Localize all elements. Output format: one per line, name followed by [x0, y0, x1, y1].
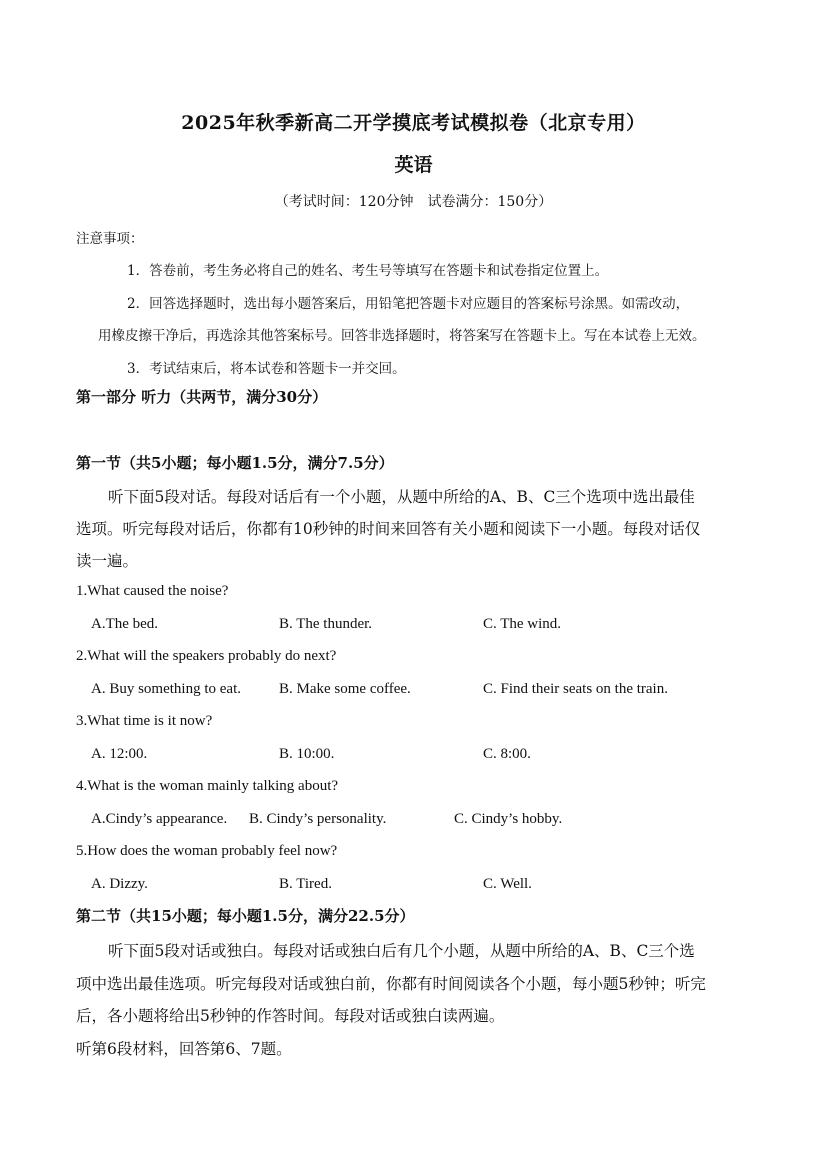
option-b: B. Make some coffee.	[279, 681, 411, 697]
option-a: A. 12:00.	[91, 746, 148, 762]
material-note: 听第6段材料，回答第6、7题。	[76, 1040, 292, 1058]
section-one-heading: 第一节（共5小题；每小题1.5分，满分7.5分）	[76, 454, 394, 472]
notes-item-2-line-1: 2．回答选择题时，选出每小题答案后，用铅笔把答题卡对应题目的答案标号涂黑。如需改动，	[127, 296, 690, 312]
section-two-instructions-line-2: 项中选出最佳选项。听完每段对话或独白前，你都有时间阅读各个小题，每小题5秒钟；听完	[76, 975, 706, 993]
notes-item-2-line-2: 用橡皮擦干净后，再选涂其他答案标号。回答非选择题时，将答案写在答题卡上。写在本试卷上无效。	[98, 328, 706, 344]
section-two-heading: 第二节（共15小题；每小题1.5分，满分22.5分）	[76, 907, 415, 925]
question-stem: 1.What caused the noise?	[76, 583, 229, 599]
question-stem: 2.What will the speakers probably do next?	[76, 648, 337, 664]
exam-title: 2025年秋季新高二开学摸底考试模拟卷（北京专用）	[181, 112, 646, 134]
section-one-instructions-line-1: 听下面5段对话。每段对话后有一个小题，从题中所给的A、B、C三个选项中选出最佳	[108, 488, 695, 506]
option-a: A. Dizzy.	[91, 876, 148, 892]
option-a: A.The bed.	[91, 616, 159, 632]
option-b: B. 10:00.	[279, 746, 335, 762]
option-a: A.Cindy’s appearance.	[91, 811, 228, 827]
section-two-instructions-line-1: 听下面5段对话或独白。每段对话或独白后有几个小题，从题中所给的A、B、C三个选	[108, 942, 695, 960]
question-stem: 5.How does the woman probably feel now?	[76, 843, 338, 859]
option-c: C. Well.	[483, 876, 532, 892]
notes-heading: 注意事项：	[76, 231, 144, 247]
option-c: C. 8:00.	[483, 746, 531, 762]
notes-item-3: 3．考试结束后，将本试卷和答题卡一并交回。	[127, 361, 406, 377]
question-stem: 3.What time is it now?	[76, 713, 213, 729]
option-b: B. Cindy’s personality.	[249, 811, 387, 827]
section-one-instructions-line-2: 选项。听完每段对话后，你都有10秒钟的时间来回答有关小题和阅读下一小题。每段对话仅	[76, 520, 701, 538]
question-stem: 4.What is the woman mainly talking about?	[76, 778, 339, 794]
notes-item-1: 1．答卷前，考生务必将自己的姓名、考生号等填写在答题卡和试卷指定位置上。	[127, 263, 609, 279]
option-c: C. The wind.	[483, 616, 562, 632]
exam-info: （考试时间：120分钟 试卷满分：150分）	[274, 194, 553, 210]
option-b: B. The thunder.	[279, 616, 373, 632]
option-c: C. Cindy’s hobby.	[454, 811, 563, 827]
section-two-instructions-line-3: 后，各小题将给出5秒钟的作答时间。每段对话或独白读两遍。	[76, 1007, 505, 1025]
option-c: C. Find their seats on the train.	[483, 681, 668, 697]
section-one-instructions-line-3: 读一遍。	[76, 552, 139, 570]
option-b: B. Tired.	[279, 876, 332, 892]
part-one-heading: 第一部分 听力（共两节，满分30分）	[76, 388, 328, 406]
option-a: A. Buy something to eat.	[91, 681, 241, 697]
subject-title: 英语	[394, 154, 433, 176]
